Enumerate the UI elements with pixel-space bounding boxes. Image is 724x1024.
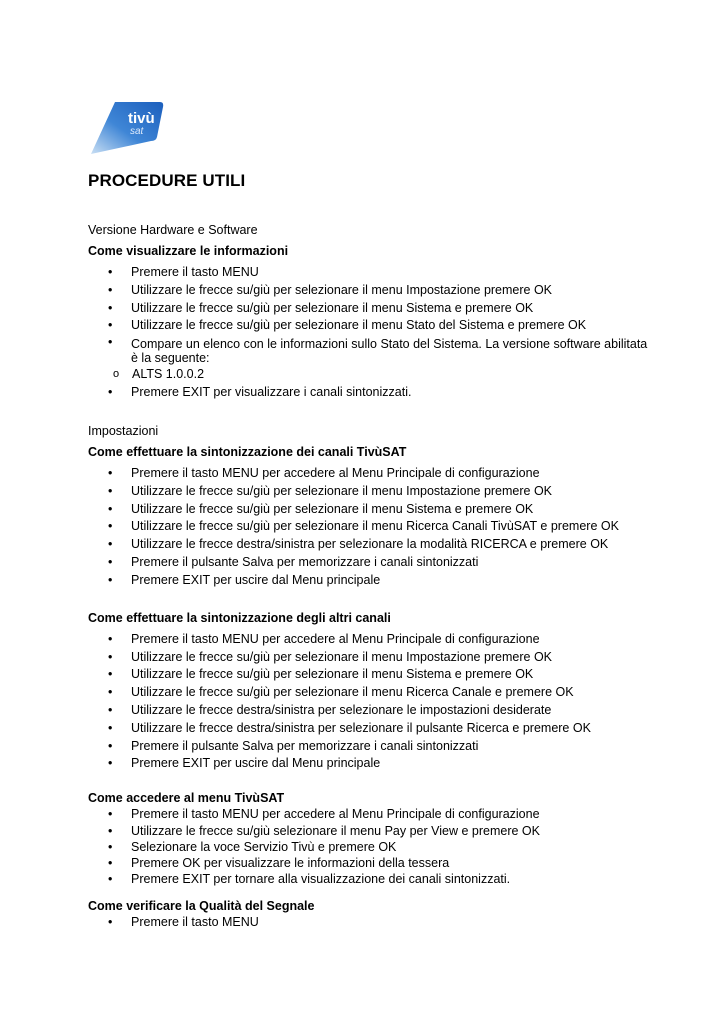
list-item: • Utilizzare le frecce destra/sinistra per selezionare il pulsante Ricerca e premere OK: [88, 720, 648, 738]
list-item: • Utilizzare le frecce destra/sinistra per selezionare la modalità RICERCA e premere OK: [88, 536, 648, 554]
section-heading: Come visualizzare le informazioni: [88, 244, 289, 259]
list-item: • Premere il tasto MENU: [88, 264, 648, 282]
list-item: • Utilizzare le frecce su/giù per selezionare il menu Impostazione premere OK: [88, 282, 648, 300]
steps-list: [88, 631, 648, 773]
list-item: • Premere il tasto MENU per accedere al Menu Principale di configurazione: [88, 631, 648, 649]
steps-list: [88, 914, 648, 930]
list-item: • Selezionare la voce Servizio Tivù e premere OK: [88, 839, 648, 855]
logo-sub-text: sat: [130, 126, 144, 137]
steps-list: [88, 465, 648, 590]
list-item: • Utilizzare le frecce su/giù selezionare il menu Pay per View e premere OK: [88, 823, 648, 839]
list-item: • Premere EXIT per uscire dal Menu principale: [88, 755, 648, 773]
section-qualita-segnale: [88, 898, 648, 930]
sub-list: [88, 366, 648, 384]
logo-brand-text: tivù: [128, 110, 155, 127]
section-label: Versione Hardware e Software: [88, 223, 258, 237]
section-heading: Come effettuare la sintonizzazione degli altri canali: [88, 611, 391, 625]
list-item: • Utilizzare le frecce su/giù per selezionare il menu Stato del Sistema e premere OK: [88, 317, 648, 335]
section-hardware-software: [88, 222, 648, 402]
sub-list-item: o ALTS 1.0.0.2: [88, 366, 648, 384]
section-impostazioni: [88, 423, 648, 590]
section-menu-tivusat: [88, 790, 648, 888]
steps-list: [88, 806, 648, 887]
steps-list: [88, 264, 648, 366]
list-item: • Premere OK per visualizzare le informazioni della tessera: [88, 855, 648, 871]
page-title: PROCEDURE UTILI: [88, 171, 246, 190]
list-item: • Utilizzare le frecce su/giù per selezionare il menu Sistema e premere OK: [88, 501, 648, 519]
list-item: • Utilizzare le frecce su/giù per selezionare il menu Sistema e premere OK: [88, 300, 648, 318]
list-item: • Premere il pulsante Salva per memorizzare i canali sintonizzati: [88, 554, 648, 572]
steps-list: [88, 384, 648, 402]
section-heading: Come accedere al menu TivùSAT: [88, 791, 285, 805]
list-item: • Compare un elenco con le informazioni sullo Stato del Sistema. La versione software abilitata è la seguente:: [88, 335, 648, 366]
list-item: • Utilizzare le frecce destra/sinistra per selezionare le impostazioni desiderate: [88, 702, 648, 720]
list-item: • Utilizzare le frecce su/giù per selezionare il menu Impostazione premere OK: [88, 649, 648, 667]
section-heading: Come effettuare la sintonizzazione dei canali TivùSAT: [88, 445, 407, 460]
section-label: Impostazioni: [88, 424, 159, 438]
list-item: • Utilizzare le frecce su/giù per selezionare il menu Impostazione premere OK: [88, 483, 648, 501]
list-item: • Premere il tasto MENU: [88, 914, 648, 930]
section-altri-canali: [88, 610, 648, 773]
list-item: • Premere EXIT per visualizzare i canali sintonizzati.: [88, 384, 648, 402]
list-item: • Premere il tasto MENU per accedere al Menu Principale di configurazione: [88, 465, 648, 483]
list-item: • Premere il tasto MENU per accedere al Menu Principale di configurazione: [88, 806, 648, 822]
tivusat-logo: [88, 99, 164, 155]
list-item: • Premere EXIT per uscire dal Menu principale: [88, 572, 648, 590]
list-item: • Utilizzare le frecce su/giù per selezionare il menu Ricerca Canali TivùSAT e premere OK: [88, 518, 648, 536]
list-item: • Premere il pulsante Salva per memorizzare i canali sintonizzati: [88, 738, 648, 756]
section-heading: Come verificare la Qualità del Segnale: [88, 899, 315, 913]
list-item: • Utilizzare le frecce su/giù per selezionare il menu Ricerca Canale e premere OK: [88, 684, 648, 702]
list-item: • Utilizzare le frecce su/giù per selezionare il menu Sistema e premere OK: [88, 666, 648, 684]
list-item: • Premere EXIT per tornare alla visualizzazione dei canali sintonizzati.: [88, 871, 648, 887]
